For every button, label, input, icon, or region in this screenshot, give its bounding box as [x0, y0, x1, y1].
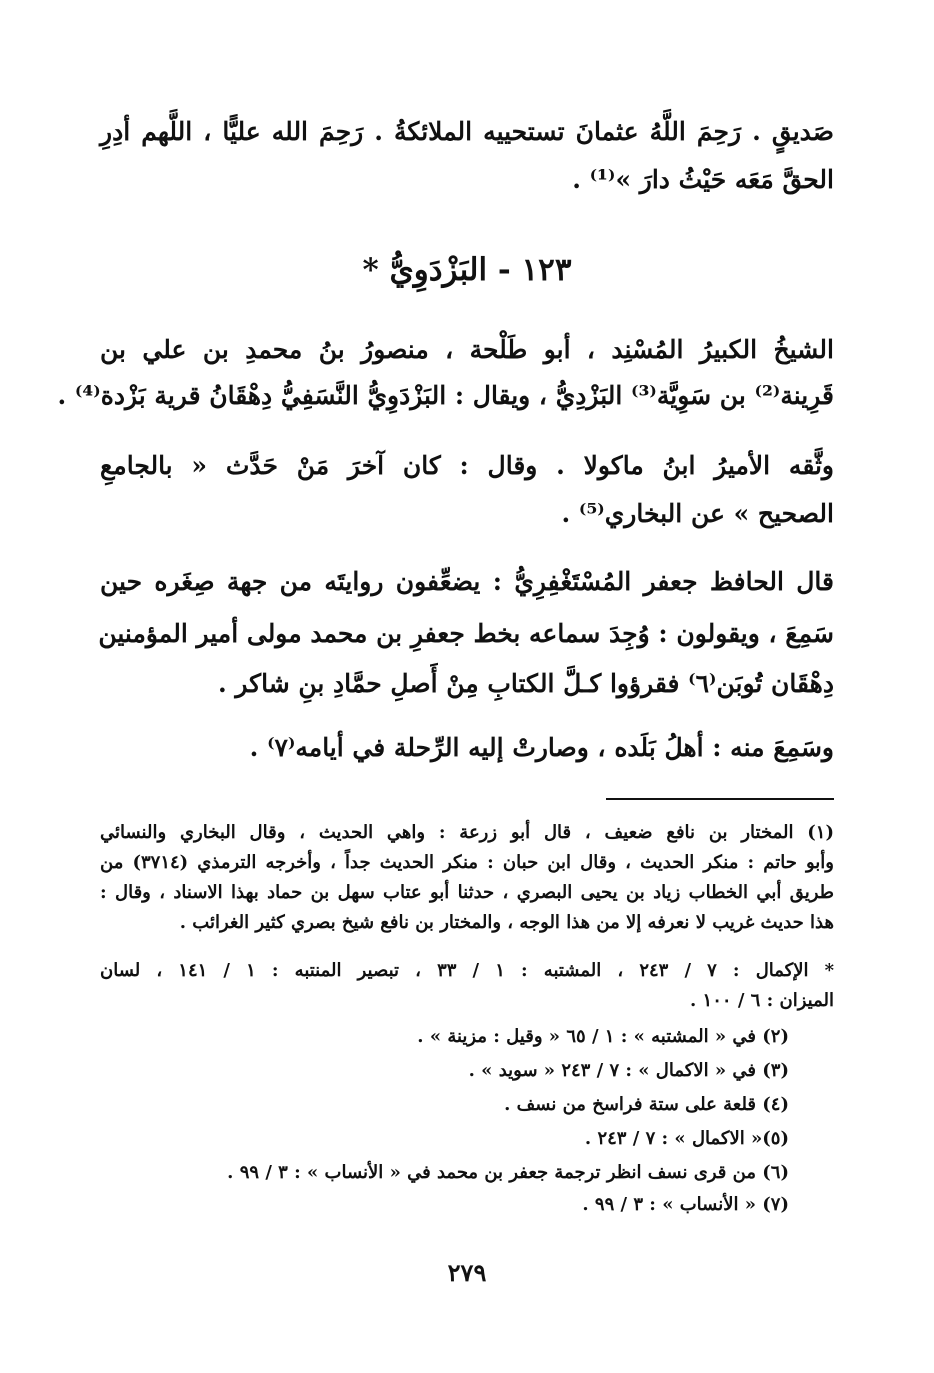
footnote-3: (٣) في « الاكمال » : ٧ / ٢٤٣ « سويد » . — [468, 1060, 789, 1081]
paragraph-4-line-1: وسَمِعَ منه : أهلُ بَلَده ، وصارتْ إليه الرِّحلة في أيامه⁽٧⁾ . — [249, 733, 834, 762]
footnote-separator — [606, 798, 834, 800]
footnote-1-line-1: (١) المختار بن نافع ضعيف ، قال أبو زرعة : واهي الحديث ، وقال البخاري والنسائي — [100, 822, 834, 843]
footnote-6: (٦) من قرى نسف انظر ترجمة جعفر بن محمد في « الأنساب » : ٣ / ٩٩ . — [227, 1162, 789, 1183]
paragraph-3-line-3: دِهْقَان تُوبَن⁽٦⁾ فقرؤوا كـلَّ الكتابِ مِنْ أَصلِ حمَّادِ بنِ شاكر . — [217, 669, 834, 698]
star-note-line-1: * الإكمال : ٧ / ٢٤٣ ، المشتبه : ١ / ٣٣ ، تبصير المنتبه : ١ / ١٤١ ، لسان — [100, 960, 835, 981]
paragraph-1-line-2: قَرِينة⁽²⁾ بن سَوِيَّة⁽³⁾ البَزْدِيُّ ، ويقال : البَزْدَوِيُّ النَّسَفِيُّ دِهْقَانُ قرية بَزْدة⁽⁴⁾ . — [57, 381, 834, 410]
paragraph-3-line-1: قال الحافظ جعفر المُسْتَغْفِرِيُّ : يضعِّفون روايتَه من جهة صِغَره حين — [100, 567, 834, 596]
star-note-line-2: الميزان : ٦ / ١٠٠ . — [690, 990, 834, 1011]
footnote-2: (٢) في « المشتبه » : ١ / ٦٥ « وقيل : مزينة » . — [417, 1026, 789, 1047]
page-number: ٢٧٩ — [447, 1258, 487, 1287]
opening-line-2: الحقَّ مَعَه حَيْثُ دارَ »⁽¹⁾ . — [572, 165, 834, 194]
paragraph-3-line-2: سَمِعَ ، ويقولون : وُجِدَ سماعه بخط جعفرِ بن محمد مولى أمير المؤمنين — [98, 619, 834, 648]
footnote-1-line-3: طريق أبي الخطاب زياد بن يحيى البصري ، حدثنا أبو عتاب سهل بن حماد بهذا الاسناد ، وقال : — [100, 882, 834, 903]
paragraph-2-line-1: وثَّقه الأميرُ ابنُ ماكولا . وقال : كان آخرَ مَنْ حَدَّث « بالجامعِ — [100, 451, 834, 480]
opening-line-1: صَديقٍ . رَحِمَ اللَّهُ عثمانَ تستحييه الملائكةُ . رَحِمَ الله عليًّا ، اللَّهم أدِرِ — [100, 117, 834, 146]
footnote-5: (٥)« الاكمال » : ٧ / ٢٤٣ . — [584, 1128, 789, 1149]
footnote-1-line-4: هذا حديث غريب لا نعرفه إلا من هذا الوجه ، والمختار بن نافع شيخ بصري كثير الغرائب . — [179, 912, 834, 933]
footnote-1-line-2: وأبو حاتم : منكر الحديث ، وقال ابن حبان : منكر الحديث جداً ، وأخرجه الترمذي (٣٧١٤) من — [100, 852, 834, 873]
paragraph-1-line-1: الشيخُ الكبيرُ المُسْنِد ، أبو طَلْحة ، منصورُ بنُ محمدِ بن علي بن — [100, 335, 834, 364]
entry-heading: ١٢٣ - البَزْدَوِيُّ * — [362, 252, 572, 288]
paragraph-2-line-2: الصحيح » عن البخاري⁽⁵⁾ . — [561, 499, 834, 528]
footnote-7: (٧) « الأنساب » : ٣ / ٩٩ . — [582, 1194, 789, 1215]
footnote-4: (٤) قلعة على ستة فراسخ من نسف . — [504, 1094, 789, 1115]
